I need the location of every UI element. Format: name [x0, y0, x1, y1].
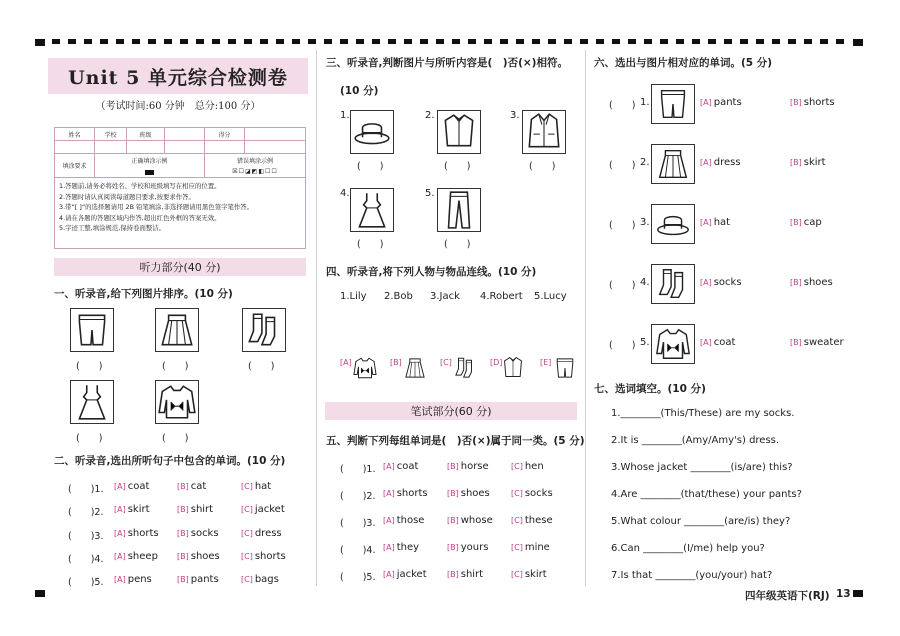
skirt-icon	[402, 355, 428, 381]
option-c	[511, 461, 544, 472]
option-a-text: coat	[713, 337, 736, 348]
option-b-text: skirt	[803, 157, 826, 168]
q6-number: 4.	[640, 277, 650, 288]
option-b	[790, 157, 826, 168]
q6-number: 1.	[640, 97, 650, 108]
option-tag: [B]	[177, 482, 189, 491]
option-b	[790, 337, 844, 348]
q6-paren: ( )	[609, 220, 636, 231]
hat-picture	[350, 110, 394, 154]
option-b	[447, 488, 490, 499]
option-b	[447, 461, 489, 472]
option-b-text: shirt	[190, 504, 214, 515]
exam-rules: 1.答题前,请务必将姓名、学校和班级填写在相应的位置。 2.答题时请认真阅读每道题目要求,按要求作答。 3.带“[ ]”的选择题请用 2B 铅笔填涂,非选择题请用黑色签字笔作答。 4.请在各题的答题区域内作答,超出红色外框的答案无效。 5.字迹工整,填涂规范,保持卷面整洁。	[59, 182, 254, 232]
answer-paren: ( )	[357, 161, 384, 172]
option-c	[241, 528, 282, 539]
answer-paren: ( )	[444, 239, 471, 250]
school-label: 学校	[95, 128, 127, 140]
option-c	[511, 569, 547, 580]
shirt-item	[500, 355, 526, 381]
dress-icon	[71, 381, 113, 423]
option-a	[114, 551, 158, 562]
q6-number: 2.	[640, 157, 650, 168]
option-b	[177, 574, 219, 585]
option-a	[700, 337, 735, 348]
option-b-text: shirt	[460, 569, 484, 580]
option-b	[177, 528, 219, 539]
score-label: 得分	[205, 128, 245, 140]
q5-number: ( )3.	[340, 518, 376, 529]
q2-number: ( )5.	[68, 577, 104, 588]
option-a-text: skirt	[127, 504, 150, 515]
option-tag: [C]	[241, 552, 253, 561]
q3-score: (10 分)	[340, 85, 379, 97]
correct-fill-label: 正确填涂示例	[131, 158, 168, 166]
option-a	[383, 515, 424, 526]
option-b-text: shoes	[460, 488, 490, 499]
corner-mark	[35, 590, 45, 597]
option-tag: [C]	[241, 482, 253, 491]
option-a	[383, 542, 419, 553]
option-tag: [C]	[511, 489, 523, 498]
book-title: 四年级英语下(RJ)	[745, 590, 830, 602]
q6-paren: ( )	[609, 160, 636, 171]
option-a	[700, 97, 742, 108]
q5-number: ( )1.	[340, 464, 376, 475]
exam-info: （考试时间:60 分钟 总分:100 分）	[95, 101, 261, 112]
q6-title: 六、选出与图片相对应的单词。(5 分)	[594, 57, 773, 69]
option-tag: [A]	[700, 278, 712, 287]
q6-number: 3.	[640, 217, 650, 228]
listening-section-header: 听力部分(40 分)	[54, 258, 306, 276]
skirt-icon	[652, 145, 694, 183]
shorts-icon	[552, 355, 578, 381]
person-name: 3.Jack	[430, 291, 460, 302]
q3-number: 2.	[425, 110, 435, 121]
top-dash-border	[52, 39, 852, 44]
hat-picture	[651, 204, 695, 244]
option-tag: [A]	[383, 516, 395, 525]
option-tag: [C]	[511, 516, 523, 525]
coat-picture	[522, 110, 566, 154]
option-a-text: those	[396, 515, 425, 526]
fill-blank-line: 7.Is that ________(you/your) hat?	[611, 570, 773, 581]
option-tag: [B]	[790, 98, 802, 107]
option-tag: [A]	[114, 529, 126, 538]
fill-blank-line: 4.Are ________(that/these) your pants?	[611, 489, 802, 500]
option-b	[790, 217, 822, 228]
q3-number: 4.	[340, 188, 350, 199]
q2-number: ( )4.	[68, 554, 104, 565]
option-a	[383, 461, 418, 472]
q7-title: 七、选词填空。(10 分)	[594, 383, 706, 395]
option-a	[114, 504, 150, 515]
option-b-text: pants	[190, 574, 219, 585]
socks-item	[452, 355, 478, 381]
option-tag: [B]	[790, 338, 802, 347]
option-a-text: pens	[127, 574, 152, 585]
student-info-box	[54, 127, 306, 249]
q3-number: 3.	[510, 110, 520, 121]
person-name: 1.Lily	[340, 291, 367, 302]
option-tag: [A]	[700, 218, 712, 227]
column-divider	[316, 50, 317, 586]
answer-paren: ( )	[76, 361, 103, 372]
option-c-text: mine	[524, 542, 550, 553]
dress-picture	[350, 188, 394, 232]
fill-blank-line: 6.Can ________(I/me) help you?	[611, 543, 765, 554]
option-b	[447, 515, 493, 526]
option-c-text: socks	[524, 488, 553, 499]
option-c	[241, 551, 286, 562]
q2-number: ( )3.	[68, 531, 104, 542]
option-tag: [B]	[447, 462, 459, 471]
option-b-text: whose	[460, 515, 493, 526]
option-a-text: coat	[396, 461, 419, 472]
option-tag: [A]	[340, 358, 352, 367]
option-a-text: socks	[713, 277, 742, 288]
sweater-icon	[156, 381, 198, 423]
option-tag: [B]	[790, 158, 802, 167]
option-c-text: hat	[254, 481, 272, 492]
option-tag: [B]	[447, 516, 459, 525]
option-c	[511, 488, 553, 499]
skirt-picture	[155, 308, 199, 352]
option-tag: [A]	[383, 570, 395, 579]
shirt-picture	[437, 110, 481, 154]
person-name: 4.Robert	[480, 291, 523, 302]
q2-number: ( )2.	[68, 507, 104, 518]
option-tag: [C]	[241, 575, 253, 584]
option-a	[383, 569, 427, 580]
fill-blank-line: 5.What colour ________(are/is) they?	[611, 516, 791, 527]
option-c-text: skirt	[524, 569, 547, 580]
option-c-text: dress	[254, 528, 282, 539]
q5-number: ( )2.	[340, 491, 376, 502]
socks-icon	[452, 355, 478, 381]
option-c	[241, 481, 271, 492]
option-a-text: sheep	[127, 551, 158, 562]
wrong-fill-sample: ☒☐◪◩◧☐☐	[232, 168, 278, 176]
answer-paren: ( )	[162, 361, 189, 372]
option-a	[700, 157, 741, 168]
option-tag: [A]	[383, 489, 395, 498]
person-name: 2.Bob	[384, 291, 413, 302]
option-b-text: shoes	[190, 551, 220, 562]
option-tag: [A]	[114, 552, 126, 561]
option-tag: [A]	[383, 462, 395, 471]
dress-icon	[351, 189, 393, 231]
option-tag: [B]	[790, 218, 802, 227]
option-b-text: cap	[803, 217, 822, 228]
page-number: 13	[836, 588, 851, 600]
sweater-icon	[652, 325, 694, 363]
answer-paren: ( )	[76, 433, 103, 444]
option-c	[241, 574, 279, 585]
option-b	[790, 277, 833, 288]
pants-icon	[438, 189, 480, 231]
shorts-icon	[652, 85, 694, 123]
option-a	[114, 481, 149, 492]
fill-requirement-label: 填涂要求	[55, 154, 95, 177]
option-a	[700, 277, 742, 288]
q5-title: 五、判断下列每组单词是( )否(×)属于同一类。(5 分)	[326, 435, 585, 447]
option-tag: [A]	[700, 338, 712, 347]
skirt-item	[402, 355, 428, 381]
option-tag: [B]	[177, 575, 189, 584]
class-label: 班级	[127, 128, 165, 140]
option-tag: [B]	[447, 570, 459, 579]
corner-mark	[35, 39, 45, 46]
option-c	[241, 504, 285, 515]
option-a-text: dress	[713, 157, 741, 168]
option-c-text: these	[524, 515, 553, 526]
hat-icon	[652, 205, 694, 243]
option-a-text: jacket	[396, 569, 427, 580]
socks-picture	[242, 308, 286, 352]
q6-number: 5.	[640, 337, 650, 348]
option-c	[511, 515, 553, 526]
correct-fill-sample	[145, 170, 154, 175]
option-tag: [C]	[511, 570, 523, 579]
sweater-picture	[651, 324, 695, 364]
writing-section-header: 笔试部分(60 分)	[325, 402, 577, 420]
option-b-text: socks	[190, 528, 219, 539]
option-tag: [A]	[114, 575, 126, 584]
option-b	[177, 504, 213, 515]
option-a-text: pants	[713, 97, 742, 108]
option-b	[177, 551, 220, 562]
option-b-text: sweater	[803, 337, 844, 348]
option-b-text: shoes	[803, 277, 833, 288]
shorts-icon	[71, 309, 113, 351]
socks-icon	[243, 309, 285, 351]
option-a	[114, 528, 159, 539]
option-a	[383, 488, 428, 499]
name-label: 姓名	[55, 128, 95, 140]
sweater-item	[352, 355, 378, 381]
option-tag: [B]	[447, 543, 459, 552]
option-tag: [B]	[390, 358, 402, 367]
option-a-text: shorts	[396, 488, 428, 499]
shorts-item	[552, 355, 578, 381]
option-tag: [C]	[511, 462, 523, 471]
option-tag: [C]	[241, 529, 253, 538]
person-name: 5.Lucy	[534, 291, 567, 302]
fill-blank-line: 2.It is ________(Amy/Amy's) dress.	[611, 435, 780, 446]
corner-mark	[853, 590, 863, 597]
option-b-text: yours	[460, 542, 489, 553]
option-tag: [A]	[700, 98, 712, 107]
q2-title: 二、听录音,选出所听句子中包含的单词。(10 分)	[54, 455, 286, 467]
skirt-picture	[651, 144, 695, 184]
q6-paren: ( )	[609, 100, 636, 111]
sweater-picture	[155, 380, 199, 424]
q2-number: ( )1.	[68, 484, 104, 495]
socks-picture	[651, 264, 695, 304]
option-c-text: jacket	[254, 504, 285, 515]
q4-title: 四、听录音,将下列人物与物品连线。(10 分)	[326, 266, 537, 278]
skirt-icon	[156, 309, 198, 351]
option-tag: [C]	[511, 543, 523, 552]
answer-paren: ( )	[248, 361, 275, 372]
option-tag: [E]	[540, 358, 552, 367]
coat-icon	[523, 111, 565, 153]
answer-paren: ( )	[162, 433, 189, 444]
option-c-text: shorts	[254, 551, 286, 562]
q5-number: ( )5.	[340, 572, 376, 583]
q6-paren: ( )	[609, 280, 636, 291]
answer-paren: ( )	[357, 239, 384, 250]
fill-blank-line: 1.________(This/These) are my socks.	[611, 408, 795, 419]
shirt-icon	[438, 111, 480, 153]
option-b-text: horse	[460, 461, 489, 472]
option-b	[790, 97, 835, 108]
q1-title: 一、听录音,给下列图片排序。(10 分)	[54, 288, 233, 300]
option-tag: [C]	[241, 505, 253, 514]
q3-number: 1.	[340, 110, 350, 121]
sweater-icon	[352, 355, 378, 381]
option-b	[447, 569, 483, 580]
option-tag: [B]	[177, 529, 189, 538]
option-a	[700, 217, 730, 228]
option-tag: [C]	[440, 358, 452, 367]
q3-number: 5.	[425, 188, 435, 199]
option-a-text: hat	[713, 217, 731, 228]
q6-paren: ( )	[609, 340, 636, 351]
option-a-text: coat	[127, 481, 150, 492]
option-c-text: hen	[524, 461, 544, 472]
answer-paren: ( )	[444, 161, 471, 172]
q5-number: ( )4.	[340, 545, 376, 556]
option-tag: [A]	[383, 543, 395, 552]
option-a	[114, 574, 152, 585]
corner-mark	[853, 39, 863, 46]
fill-blank-line: 3.Whose jacket ________(is/are) this?	[611, 462, 793, 473]
option-tag: [B]	[177, 505, 189, 514]
option-b	[447, 542, 488, 553]
answer-paren: ( )	[529, 161, 556, 172]
option-b	[177, 481, 206, 492]
dress-picture	[70, 380, 114, 424]
option-tag: [B]	[177, 552, 189, 561]
option-tag: [D]	[490, 358, 503, 367]
pants-picture	[437, 188, 481, 232]
option-tag: [B]	[790, 278, 802, 287]
shorts-picture	[651, 84, 695, 124]
option-a-text: they	[396, 542, 420, 553]
hat-icon	[351, 111, 393, 153]
option-tag: [B]	[447, 489, 459, 498]
socks-icon	[652, 265, 694, 303]
column-divider	[585, 50, 586, 586]
option-a-text: shorts	[127, 528, 159, 539]
option-c-text: bags	[254, 574, 279, 585]
page-title: Unit 5 单元综合检测卷	[48, 58, 308, 94]
option-tag: [A]	[114, 505, 126, 514]
option-tag: [A]	[700, 158, 712, 167]
shirt-icon	[500, 355, 526, 381]
wrong-fill-label: 错误填涂示例	[236, 157, 273, 165]
shorts-picture	[70, 308, 114, 352]
q3-title: 三、听录音,判断图片与所听内容是( )否(×)相符。	[326, 57, 568, 69]
option-tag: [A]	[114, 482, 126, 491]
option-c	[511, 542, 550, 553]
option-b-text: cat	[190, 481, 207, 492]
option-b-text: shorts	[803, 97, 835, 108]
